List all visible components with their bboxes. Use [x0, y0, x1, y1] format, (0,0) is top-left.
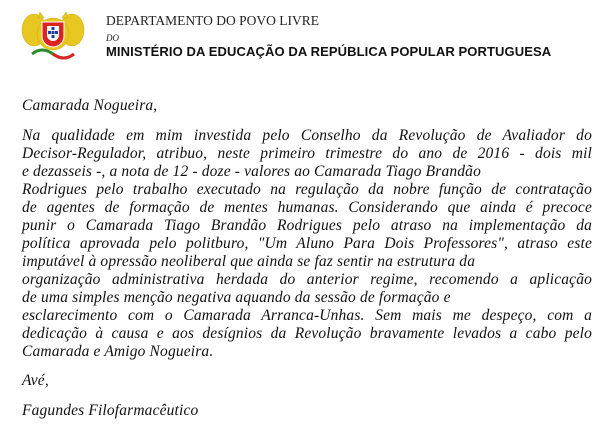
letter-line: Camarada e Amigo Nogueira.: [22, 343, 214, 360]
letter-line: de uma simples menção negativa aquando da sessão de formação e: [22, 289, 451, 306]
ministry-title: MINISTÉRIO DA EDUCAÇÃO DA REPÚBLICA POPULAR PORTUGUESA: [106, 44, 552, 59]
letter-line: Na qualidade em mim investida pelo Conselho da Revolução de Avaliador do: [22, 127, 592, 144]
department-title: DEPARTAMENTO DO POVO LIVRE: [106, 13, 319, 28]
letter-line: e dezasseis -, a nota de 12 - doze - valores ao Camarada Tiago Brandão: [22, 163, 481, 180]
header-connector: DO: [106, 33, 119, 43]
letter-greeting: Camarada Nogueira,: [22, 97, 158, 114]
letter-line: esclarecimento com o Camarada Arranca-Unhas. Sem mais me despeço, com a: [22, 307, 592, 324]
letter-line: dedicação à causa e aos desígnios da Revolução bravamente levados a cabo pelo: [22, 325, 592, 342]
letter-line: Rodrigues pelo trabalho executado na regulação da nobre função de contratação: [22, 181, 592, 198]
letter-line: punir o Camarada Tiago Brandão Rodrigues pelo atraso na implementação da: [22, 217, 592, 234]
letter-line: política aprovada pelo politburo, "Um Aluno Para Dois Professores", atraso este: [22, 235, 592, 252]
letter-line: organização administrativa herdada do anterior regime, recomendo a aplicação: [22, 271, 592, 288]
letter-closing: Avé,: [22, 372, 49, 389]
letter-line: imputável à opressão neoliberal que ainda se faz sentir na estrutura da: [22, 253, 476, 270]
letter-line: Decisor-Regulador, atribuo, neste primeiro trimestre do ano de 2016 - dois mil: [22, 145, 592, 162]
letter-line: de agentes de formação de mentes humanas. Considerando que ainda é precoce: [22, 199, 592, 216]
coat-of-arms-icon: [20, 6, 86, 62]
letter-signature: Fagundes Filofarmacêutico: [22, 402, 199, 419]
